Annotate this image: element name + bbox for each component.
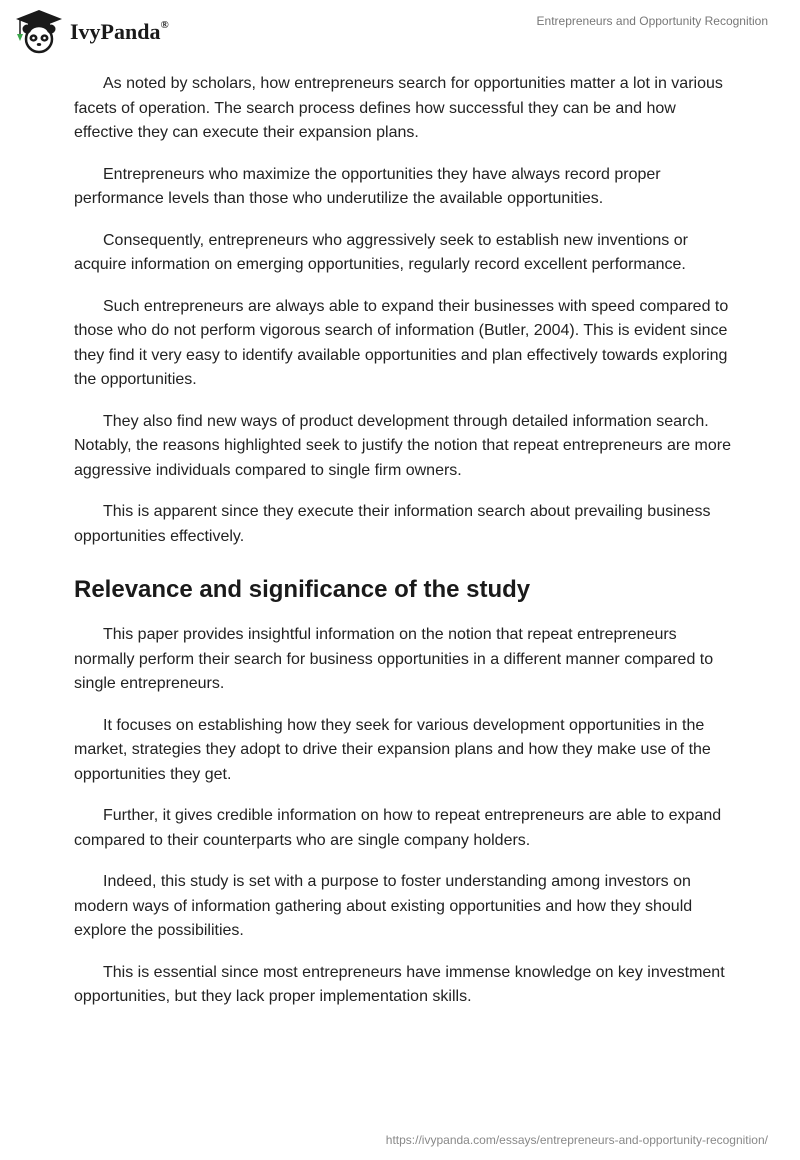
paragraph: Such entrepreneurs are always able to expand their businesses with speed compared to those who do not perform vigorous search of information (Butler, 2004). This is evident since they find it very easy to identify available opportunities and plan effectively towards exploring the opportunities. bbox=[74, 297, 729, 388]
ivypanda-logo[interactable] bbox=[14, 8, 169, 54]
paragraph: Consequently, entrepreneurs who aggressively seek to establish new inventions or acquire information on emerging opportunities, regularly record excellent performance. bbox=[74, 231, 688, 273]
paragraph: This paper provides insightful information on the notion that repeat entrepreneurs normally perform their search for business opportunities in a different manner compared to single entrepreneurs. bbox=[74, 626, 714, 692]
paragraph: Further, it gives credible information on how to repeat entrepreneurs are able to expand compared to their counterparts who are single company holders. bbox=[74, 807, 722, 849]
panda-graduate-logo-icon bbox=[14, 8, 64, 54]
essay-body bbox=[74, 72, 734, 1027]
paragraph: Entrepreneurs who maximize the opportunities they have always record proper performance levels than those who underutilize the available opportunities. bbox=[74, 165, 661, 207]
paragraph: Indeed, this study is set with a purpose to foster understanding among investors on modern ways of information gathering about existing opportunities and how they should explore the possibilities. bbox=[74, 873, 693, 939]
logo-wordmark: IvyPanda® bbox=[70, 18, 169, 44]
paragraph: This is essential since most entrepreneurs have immense knowledge on key investment opportunities, but they lack proper implementation skills. bbox=[74, 963, 725, 1005]
section-heading: Relevance and significance of the study bbox=[74, 576, 531, 603]
paragraph: As noted by scholars, how entrepreneurs search for opportunities matter a lot in various facets of operation. The search process defines how successful they can be and how effective they can execute their expansion plans. bbox=[74, 75, 723, 141]
document-title: Entrepreneurs and Opportunity Recognition bbox=[536, 14, 768, 28]
paragraph: It focuses on establishing how they seek for various development opportunities in the market, strategies they adopt to drive their expansion plans and how they make use of the opportunities they get. bbox=[74, 716, 711, 783]
page-header bbox=[0, 0, 800, 60]
source-url[interactable]: https://ivypanda.com/essays/entrepreneurs-and-opportunity-recognition/ bbox=[385, 1133, 768, 1147]
paragraph: They also find new ways of product development through detailed information search. Notably, the reasons highlighted seek to justify the notion that repeat entrepreneurs are more aggressive individuals compared to single firm owners. bbox=[74, 412, 731, 479]
paragraph: This is apparent since they execute their information search about prevailing business opportunities effectively. bbox=[74, 503, 711, 545]
registered-mark: ® bbox=[160, 18, 169, 31]
